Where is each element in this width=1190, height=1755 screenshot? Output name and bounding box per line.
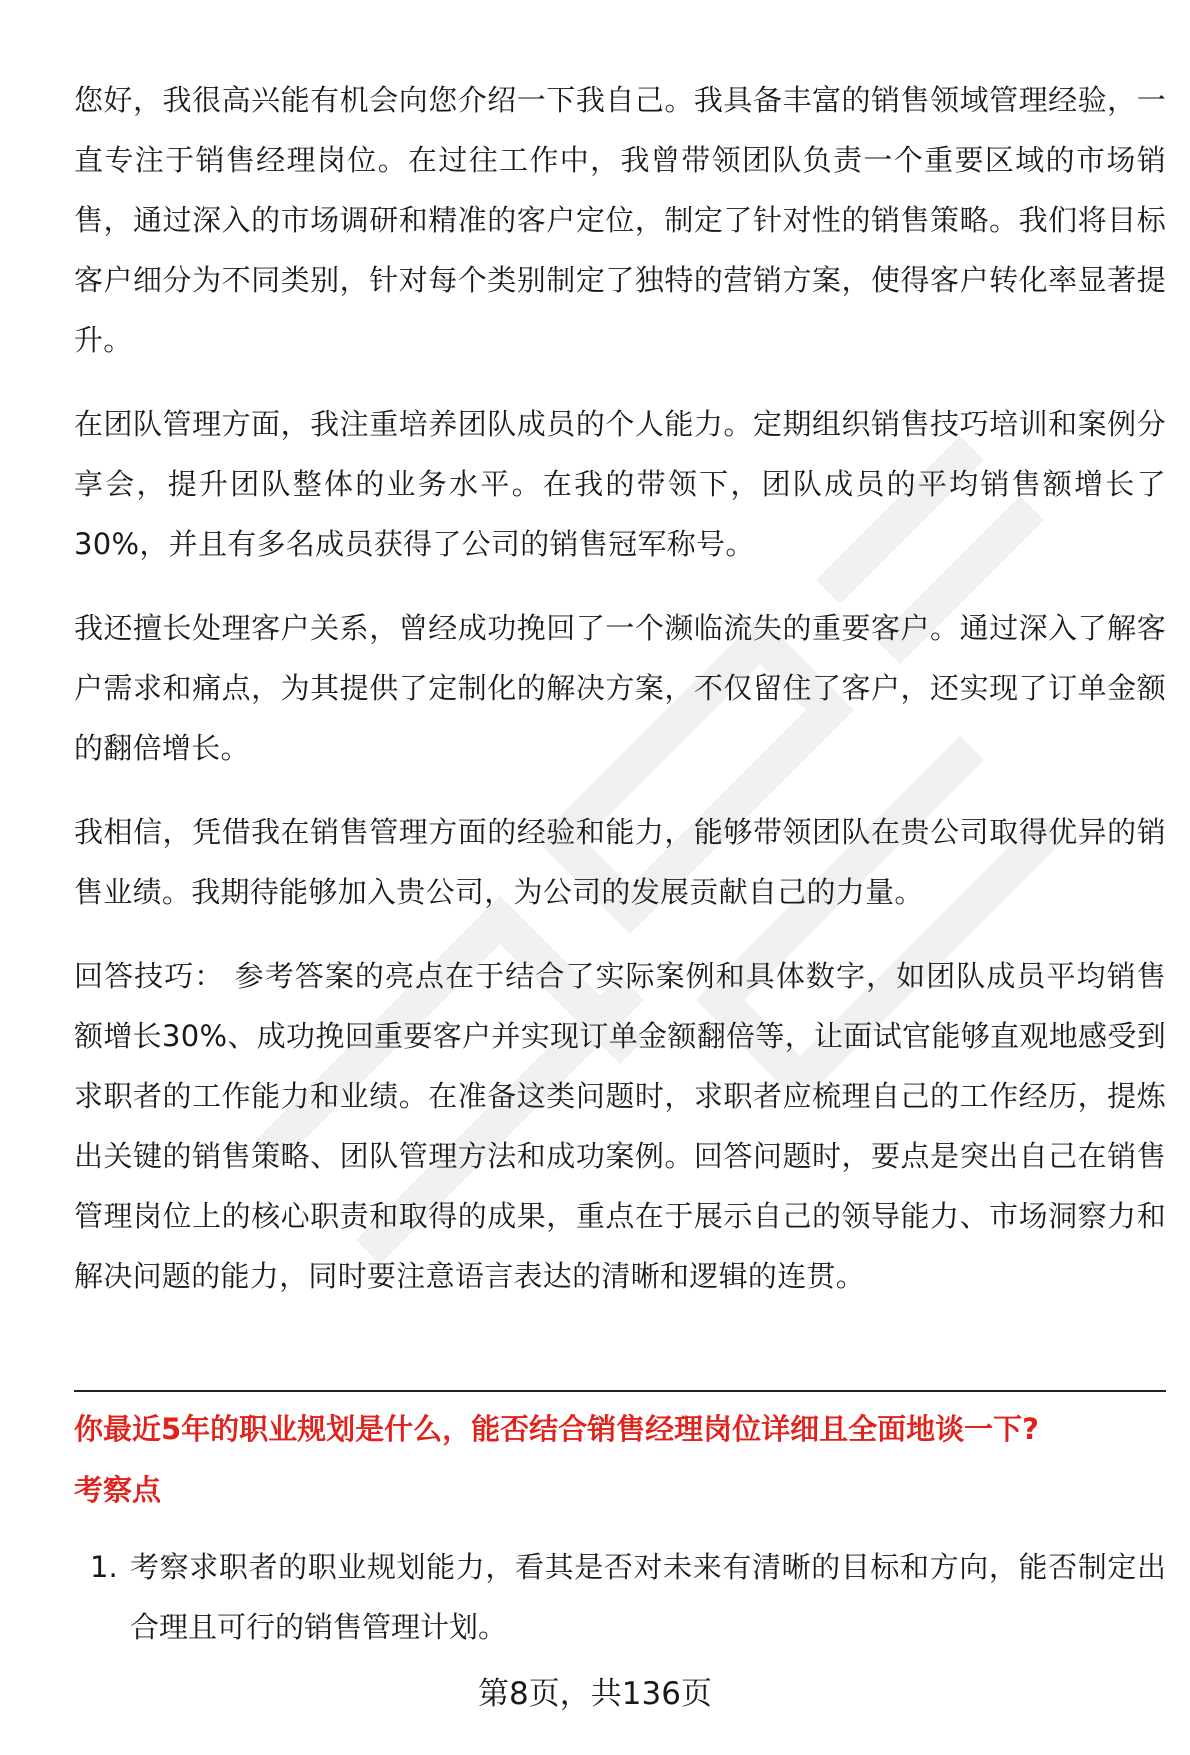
list-item-number: 1. bbox=[90, 1550, 118, 1584]
answer-paragraph-2: 在团队管理方面，我注重培养团队成员的个人能力。定期组织销售技巧培训和案例分享会，提升团队整体的业务水平。在我的带领下，团队成员的平均销售额增长了30%，并且有多名成员获得了公司的销售冠军称号。 bbox=[74, 407, 1166, 561]
list-item bbox=[74, 1537, 1166, 1657]
section-title: 考察点 bbox=[74, 1473, 162, 1507]
answer-paragraph-1: 您好，我很高兴能有机会向您介绍一下我自己。我具备丰富的销售领域管理经验，一直专注于销售经理岗位。在过往工作中，我曾带领团队负责一个重要区域的市场销售，通过深入的市场调研和精准的客户定位，制定了针对性的销售策略。我们将目标客户细分为不同类别，针对每个类别制定了独特的营销方案，使得客户转化率显著提升。 bbox=[74, 83, 1166, 357]
page-number: 第8页，共136页 bbox=[478, 1676, 712, 1712]
section-divider bbox=[74, 1390, 1166, 1392]
interview-question: 你最近5年的职业规划是什么，能否结合销售经理岗位详细且全面地谈一下? bbox=[74, 1412, 1040, 1446]
answer-tips-paragraph: 回答技巧： 参考答案的亮点在于结合了实际案例和具体数字，如团队成员平均销售额增长30%、成功挽回重要客户并实现订单金额翻倍等，让面试官能够直观地感受到求职者的工作能力和业绩。在准备这类问题时，求职者应梳理自己的工作经历，提炼出关键的销售策略、团队管理方法和成功案例。回答问题时，要点是突出自己在销售管理岗位上的核心职责和取得的成果，重点在于展示自己的领导能力、市场洞察力和解决问题的能力，同时要注意语言表达的清晰和逻辑的连贯。 bbox=[74, 959, 1166, 1293]
list-item-text: 考察求职者的职业规划能力，看其是否对未来有清晰的目标和方向，能否制定出合理且可行的销售管理计划。 bbox=[130, 1550, 1166, 1644]
answer-body bbox=[74, 70, 1166, 1330]
answer-paragraph-3: 我还擅长处理客户关系，曾经成功挽回了一个濒临流失的重要客户。通过深入了解客户需求和痛点，为其提供了定制化的解决方案，不仅留住了客户，还实现了订单金额的翻倍增长。 bbox=[74, 611, 1166, 765]
answer-paragraph-4: 我相信，凭借我在销售管理方面的经验和能力，能够带领团队在贵公司取得优异的销售业绩。我期待能够加入贵公司，为公司的发展贡献自己的力量。 bbox=[74, 815, 1166, 909]
assessment-list bbox=[74, 1537, 1166, 1657]
